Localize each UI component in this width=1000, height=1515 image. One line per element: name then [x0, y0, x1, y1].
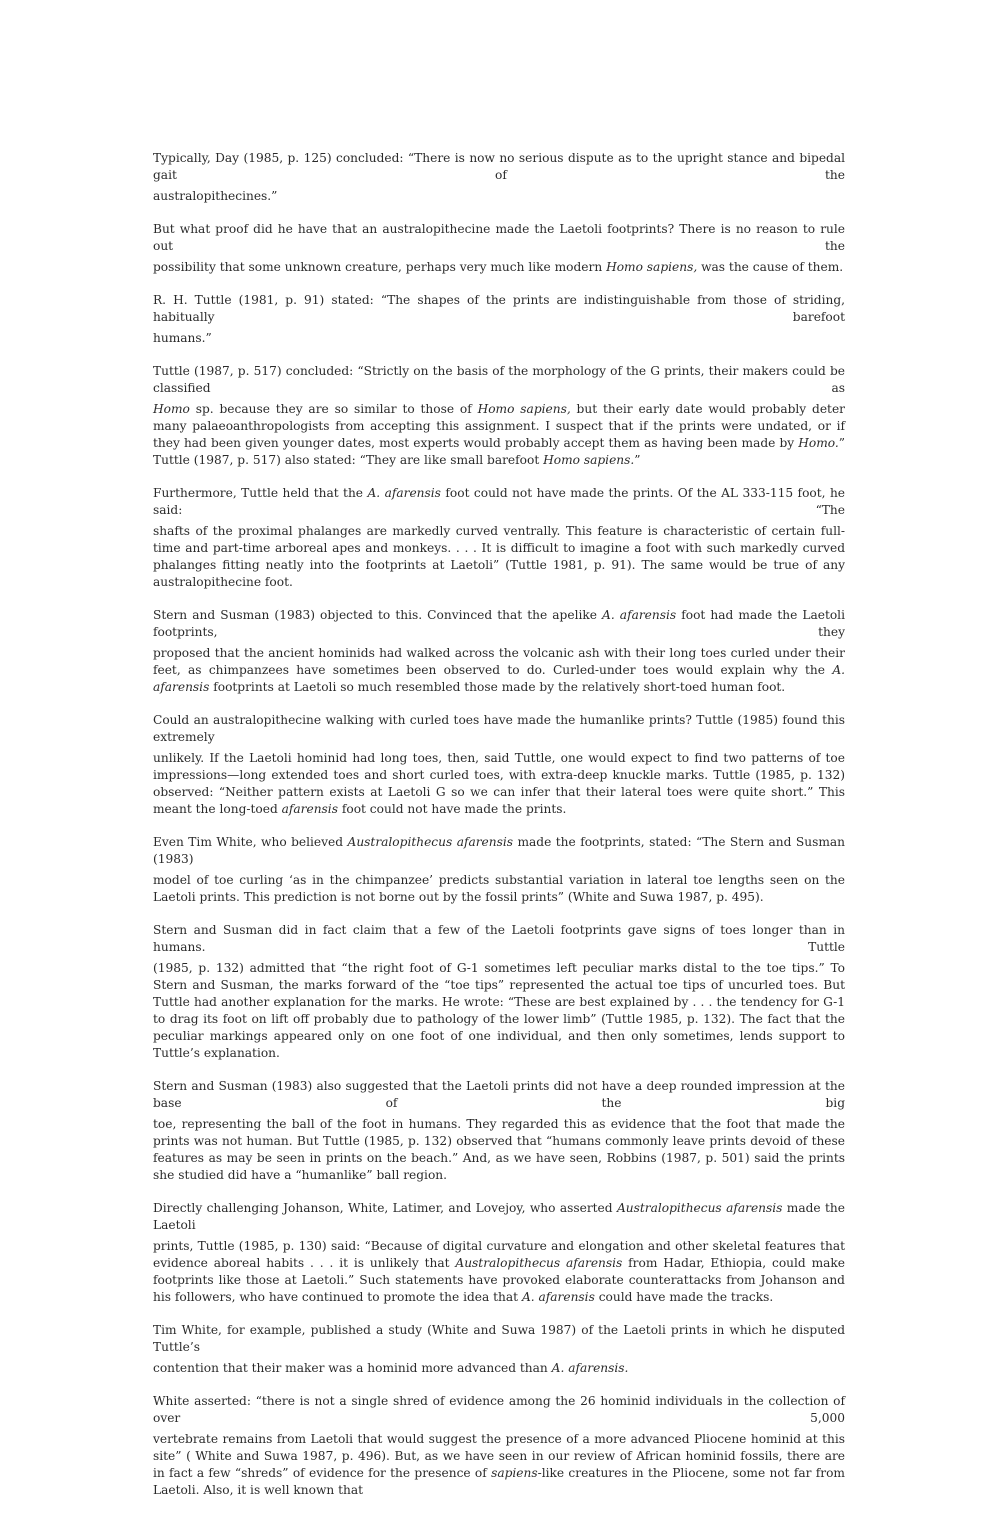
text-run: unlikely. If the Laetoli hominid had long toes, then, said Tuttle, one would expect to find two patterns of toe impressions—long extended toes and short curled toes, with extra-deep knuckle marks. Tuttle (1985, p. 132) observed: “Neither pattern exists at Laetoli G so we can infer that their lateral toes were quite short.” This meant the long-toed [153, 751, 845, 816]
paragraph-first-line [153, 1200, 845, 1234]
text-run: ” Tuttle (1987, p. 517) also stated: “They are like small barefoot [153, 436, 845, 467]
text-run: Directly challenging Johanson, White, Latimer, and Lovejoy, who asserted [153, 1201, 617, 1215]
italic-text: A. afarensis. [551, 1361, 629, 1375]
paragraph-2 [153, 221, 845, 276]
paragraph-13 [153, 1393, 845, 1499]
paragraph-11 [153, 1200, 845, 1306]
paragraph-body: humans.” [153, 331, 212, 345]
paragraph-first-line: Tim White, for example, published a study (White and Suwa 1987) of the Laetoli prints in which he disputed Tuttle’s [153, 1323, 845, 1354]
text-run: footprints at Laetoli so much resembled those made by the relatively short-toed human foot. [209, 680, 786, 694]
paragraph-body [153, 1238, 845, 1306]
italic-text: A. afarensis [602, 608, 677, 622]
paragraph-body: shafts of the proximal phalanges are markedly curved ventrally. This feature is characteristic of certain full-time and part-time arboreal apes and monkeys. . . . It is difficult to imagine a foot with such markedly curved phalanges fitting neatly into the footprints at Laetoli” (Tuttle 1981, p. 91). The same would be true of any australopithecine foot. [153, 524, 845, 589]
paragraph-first-line: But what proof did he have that an australopithecine made the Laetoli footprints? There is no reason to rule out the [153, 222, 845, 253]
italic-text: Homo. [798, 436, 839, 450]
paragraph-body: australopithecines.” [153, 189, 278, 203]
text-run: sp. because they are so similar to those of [189, 402, 478, 416]
paragraph-5 [153, 485, 845, 591]
italic-text: Homo [153, 402, 190, 416]
text-run: foot had made the Laetoli footprints, they [153, 608, 845, 639]
paragraph-body: toe, representing the ball of the foot in humans. They regarded this as evidence that the foot that made the prints was not human. But Tuttle (1985, p. 132) observed that “humans commonly leave prints devoid of these features as may be seen in prints on the beach.” And, as we have seen, Robbins (1987, p. 501) said the prints she studied did have a “humanlike” ball region. [153, 1117, 845, 1182]
paragraph-body: (1985, p. 132) admitted that “the right foot of G-1 sometimes left peculiar marks distal to the toe tips.” To Stern and Susman, the marks forward of the “toe tips” represented the actual toe tips of uncurled toes. But Tuttle had another explanation for the marks. He wrote: “These are best explained by . . . the tendency for G-1 to drag its foot on lift off probably due to pathology of the lower limb” (Tuttle 1985, p. 132). The fact that the peculiar markings appeared only on one foot of one individual, and then only sometimes, lends support to Tuttle’s explanation. [153, 961, 845, 1060]
paragraph-6 [153, 607, 845, 696]
paragraph-first-line: Stern and Susman did in fact claim that a few of the Laetoli footprints gave signs of toes longer than in humans. Tuttle [153, 923, 845, 954]
text-run: foot could not have made the prints. Of the AL 333-115 foot, he said: “The [153, 486, 846, 517]
paragraph-first-line: White asserted: “there is not a single shred of evidence among the 26 hominid individuals in the collection of over 5,000 [153, 1394, 845, 1425]
paragraph-first-line: R. H. Tuttle (1981, p. 91) stated: “The shapes of the prints are indistinguishable from those of striding, habitually barefoot [153, 293, 845, 324]
italic-text: afarensis [281, 802, 338, 816]
paragraph-first-line: Typically, Day (1985, p. 125) concluded: “There is now no serious dispute as to the upright stance and bipedal gait of the [153, 151, 845, 182]
paragraph-body [153, 645, 845, 696]
paragraph-7 [153, 712, 845, 818]
paragraph-1 [153, 150, 845, 205]
paragraph-first-line [153, 607, 845, 641]
text-run: vertebrate remains from Laetoli that would suggest the presence of a more advanced Pliocene hominid at this site” ( White and Suwa 1987, p. 496). But, as we have seen in our review of African hominid fossils, there are in fact a few “shreds” of evidence for the presence of [153, 1432, 845, 1480]
text-run: foot could not have made the prints. [337, 802, 567, 816]
paragraph-body [153, 1360, 845, 1377]
italic-text: A. afarensis [153, 663, 845, 694]
paragraph-body [153, 750, 845, 818]
italic-text: sapiens [491, 1466, 538, 1480]
paragraph-body [153, 401, 845, 469]
text-run: possibility that some unknown creature, perhaps very much like modern [153, 260, 607, 274]
paragraph-12 [153, 1322, 845, 1377]
text-run: but their early date would probably deter many palaeoanthropologists from accepting this assignment. I suspect that if the prints were undated, or if they had been given younger dates, most experts would probably accept them as having been made by [153, 402, 845, 450]
text-run: -like creatures in the Pliocene, some not far from Laetoli. Also, it is well known that [153, 1466, 845, 1497]
text-run: Stern and Susman (1983) objected to this. Convinced that the apelike [153, 608, 603, 622]
paragraph-first-line [153, 485, 845, 519]
paragraph-body [153, 1431, 845, 1499]
italic-text: A. afarensis [367, 486, 441, 500]
italic-text: Australopithecus afarensis [455, 1256, 623, 1270]
italic-text: Homo sapiens. [543, 453, 635, 467]
text-run: ” [634, 453, 641, 467]
paragraph-first-line: Stern and Susman (1983) also suggested that the Laetoli prints did not have a deep rounded impression at the base of the big [153, 1079, 845, 1110]
paragraph-body: model of toe curling ‘as in the chimpanzee’ predicts substantial variation in lateral toe lengths seen on the Laetoli prints. This prediction is not borne out by the fossil prints” (White and Suwa 1987, p. 495). [153, 873, 845, 904]
paragraph-8 [153, 834, 845, 906]
text-run: from Hadar, Ethiopia, could make footprints like those at Laetoli.” Such statements have provoked elaborate counterattacks from Johanson and his followers, who have continued to promote the idea that [153, 1256, 845, 1304]
italic-text: Homo sapiens, [606, 260, 698, 274]
text-run: Even Tim White, who believed [153, 835, 348, 849]
paragraph-first-line [153, 834, 845, 868]
paragraph-first-line: Tuttle (1987, p. 517) concluded: “Strictly on the basis of the morphology of the G prints, their makers could be classified as [153, 364, 845, 395]
paragraph-first-line: Could an australopithecine walking with curled toes have made the humanlike prints? Tuttle (1985) found this extremely [153, 713, 845, 744]
italic-text: A. afarensis [521, 1290, 595, 1304]
paragraph-9 [153, 922, 845, 1062]
text-run: proposed that the ancient hominids had walked across the volcanic ash with their long toes curled under their feet, as chimpanzees have sometimes been observed to do. Curled-under toes would explain why the [153, 646, 845, 677]
italic-text: Australopithecus afarensis [616, 1201, 783, 1215]
text-run: was the cause of them. [697, 260, 844, 274]
paragraph-3 [153, 292, 845, 347]
paragraph-4 [153, 363, 845, 469]
text-run: made the Laetoli [153, 1201, 845, 1232]
italic-text: Homo sapiens, [477, 402, 571, 416]
italic-text: Australopithecus afarensis [347, 835, 514, 849]
text-run: prints, Tuttle (1985, p. 130) said: “Because of digital curvature and elongation and other skeletal features that evidence aboreal habits . . . it is unlikely that [153, 1239, 845, 1270]
text-run: Furthermore, Tuttle held that the [153, 486, 368, 500]
text-run: made the footprints, stated: “The Stern and Susman (1983) [153, 835, 845, 866]
paragraph-10 [153, 1078, 845, 1184]
text-run: could have made the tracks. [594, 1290, 774, 1304]
paragraph-body [153, 259, 845, 276]
document-page [153, 150, 845, 1515]
text-run: contention that their maker was a hominid more advanced than [153, 1361, 552, 1375]
